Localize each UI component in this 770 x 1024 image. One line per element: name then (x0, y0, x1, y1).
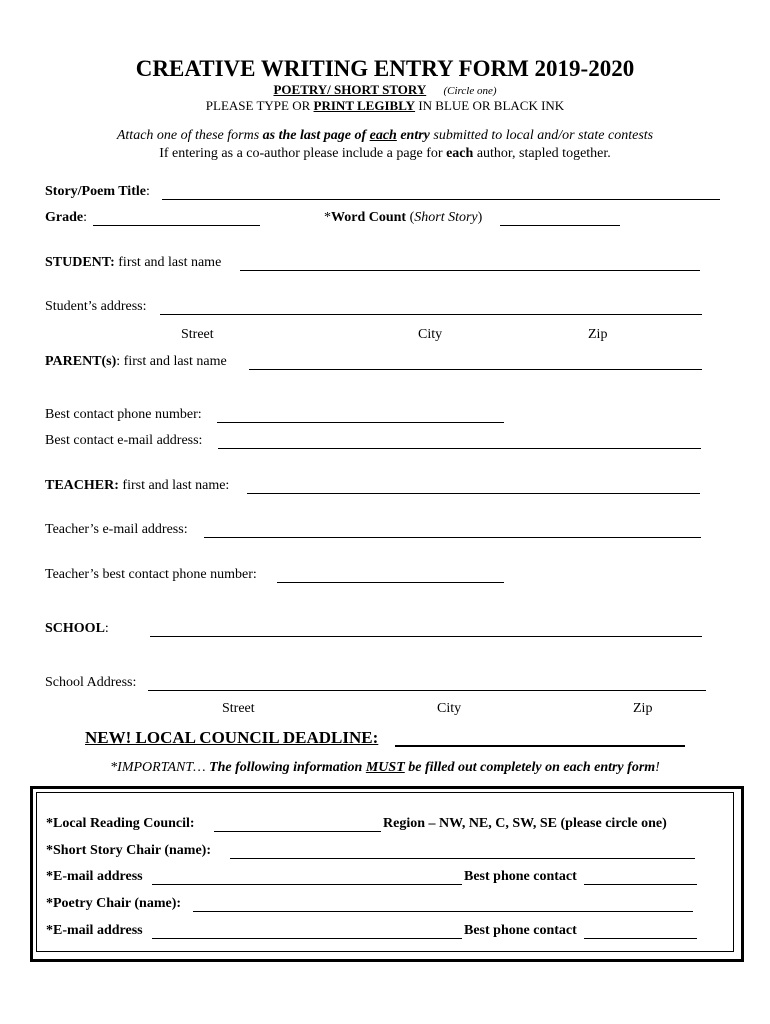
deadline-field[interactable] (395, 733, 685, 747)
story-chair-field[interactable] (230, 846, 695, 859)
email-field-1[interactable] (152, 872, 462, 885)
ink-bold: PRINT LEGIBLY (313, 98, 416, 113)
circle-note: (Circle one) (443, 85, 497, 97)
att2-a: If entering as a co-author please include a page for (159, 146, 447, 161)
street-label-2: Street (222, 701, 255, 716)
imp-e: ! (655, 760, 660, 775)
phone-contact-field-1[interactable] (584, 872, 697, 885)
wordcount-close: ) (477, 210, 483, 225)
wordcount-note: Short Story (414, 210, 478, 225)
school-address-label: School Address: (45, 675, 137, 690)
city-label-1: City (418, 327, 443, 342)
teacher-email-label: Teacher’s e-mail address: (45, 522, 188, 537)
student-name-field[interactable] (240, 258, 700, 271)
wordcount-field[interactable] (500, 213, 620, 226)
email-field-2[interactable] (152, 926, 462, 939)
school-label: SCHOOL (45, 621, 105, 636)
poetry-chair-field[interactable] (193, 899, 693, 912)
teacher-name-field[interactable] (247, 481, 700, 494)
teacher-phone-field[interactable] (277, 570, 504, 583)
phone-contact-label-2: Best phone contact (464, 923, 577, 938)
council-field[interactable] (214, 819, 381, 832)
attach-instruction-1 (0, 128, 770, 144)
student-address-field[interactable] (160, 302, 702, 315)
ink-post: IN BLUE OR BLACK INK (415, 98, 565, 113)
title-label: Story/Poem Title (45, 184, 146, 199)
wordcount-label: Word Count (331, 210, 407, 225)
imp-a: *IMPORTANT… (110, 760, 210, 775)
poetry-chair-label: *Poetry Chair (name): (46, 896, 182, 911)
att2-c: author, stapled together. (473, 146, 611, 161)
form-title: CREATIVE WRITING ENTRY FORM 2019-2020 (135, 56, 635, 81)
att1-e: submitted to local and/or state contests (429, 128, 654, 143)
deadline-label: NEW! LOCAL COUNCIL DEADLINE: (85, 728, 379, 747)
email-label-1: *E-mail address (46, 869, 143, 884)
zip-label-2: Zip (633, 701, 653, 716)
email-field[interactable] (218, 436, 701, 449)
phone-label: Best contact phone number: (45, 407, 202, 422)
teacher-label: TEACHER: (45, 478, 119, 493)
att1-a: Attach one of these forms (116, 128, 263, 143)
street-label-1: Street (181, 327, 214, 342)
category-line (0, 82, 770, 98)
parent-row (45, 354, 227, 370)
att2-b: each (446, 146, 474, 161)
title-row (45, 184, 150, 200)
email-label-2: *E-mail address (46, 923, 143, 938)
imp-b: The following information (209, 760, 366, 775)
title-colon: : (145, 184, 150, 199)
zip-label-1: Zip (588, 327, 608, 342)
city-label-2: City (437, 701, 462, 716)
ink-pre: PLEASE TYPE OR (205, 98, 314, 113)
teacher-text: first and last name: (118, 478, 230, 493)
student-label: STUDENT: (45, 255, 115, 270)
ink-instruction (0, 98, 770, 114)
att1-d: entry (396, 128, 430, 143)
story-chair-label: *Short Story Chair (name): (46, 843, 212, 858)
att1-c: each (369, 128, 397, 143)
imp-d: be filled out completely on each entry form (404, 760, 656, 775)
grade-label: Grade (45, 210, 84, 225)
phone-contact-field-2[interactable] (584, 926, 697, 939)
parent-text: : first and last name (116, 354, 227, 369)
student-text: first and last name (114, 255, 222, 270)
school-row (45, 621, 109, 637)
phone-contact-label-1: Best phone contact (464, 869, 577, 884)
student-address-label: Student’s address: (45, 299, 147, 314)
council-label: *Local Reading Council: (46, 816, 195, 831)
student-row (45, 255, 221, 271)
title-field[interactable] (162, 187, 720, 200)
category-options: POETRY/ SHORT STORY (273, 82, 427, 97)
grade-colon: : (83, 210, 87, 225)
parent-label: PARENT(s) (45, 354, 117, 369)
imp-c: MUST (365, 760, 405, 775)
grade-row (45, 210, 87, 226)
parent-name-field[interactable] (249, 357, 702, 370)
att1-b: as the last page of (262, 128, 370, 143)
email-label: Best contact e-mail address: (45, 433, 203, 448)
attach-instruction-2 (0, 146, 770, 162)
important-note (0, 760, 770, 776)
school-address-field[interactable] (148, 678, 706, 691)
teacher-phone-label: Teacher’s best contact phone number: (45, 567, 257, 582)
grade-field[interactable] (93, 213, 260, 226)
teacher-row (45, 478, 229, 494)
region-label: Region – NW, NE, C, SW, SE (please circle one) (383, 816, 667, 831)
phone-field[interactable] (217, 410, 504, 423)
wordcount-row (324, 210, 482, 226)
school-colon: : (104, 621, 109, 636)
school-field[interactable] (150, 624, 702, 637)
teacher-email-field[interactable] (204, 525, 701, 538)
wordcount-star: * (324, 210, 331, 225)
wordcount-open: ( (406, 210, 415, 225)
